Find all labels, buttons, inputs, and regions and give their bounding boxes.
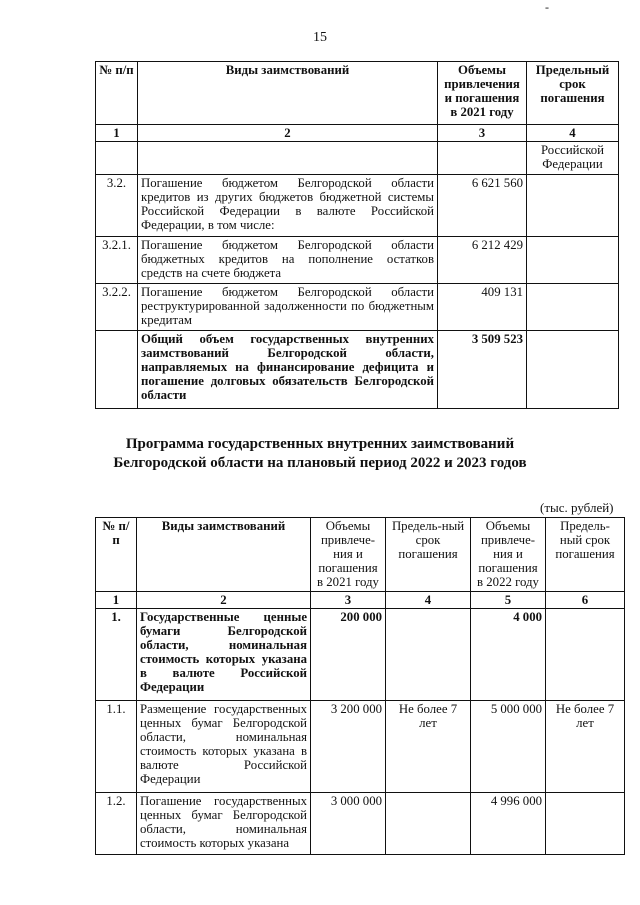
table-row (96, 142, 619, 175)
row-num: 3.2. (96, 175, 138, 237)
row-amount-2022: 4 000 (471, 609, 546, 701)
table-row (96, 175, 619, 237)
table-numbering-row (96, 125, 619, 142)
row-amount (438, 142, 527, 175)
row-term: Российской Федерации (527, 142, 619, 175)
col-header-num: № п/п (96, 62, 138, 125)
col-number: 6 (546, 592, 625, 609)
row-num: 3.2.1. (96, 237, 138, 284)
row-term (527, 237, 619, 284)
col-header-volume: Объемы привлечения и погашения в 2021 году (438, 62, 527, 125)
row-term-1 (386, 793, 471, 855)
col-header-term: Предельный срок погашения (527, 62, 619, 125)
corner-mark: - (545, 0, 549, 14)
row-name: Погашение бюджетом Белгородской области реструктурированной задолженности по бюджетным кредитам (138, 284, 438, 331)
row-name (138, 142, 438, 175)
col-header-num: № п/п (96, 518, 137, 592)
row-amount-2021: 3 200 000 (311, 701, 386, 793)
row-term (527, 284, 619, 331)
col-number: 5 (471, 592, 546, 609)
col-header-type: Виды заимствований (137, 518, 311, 592)
row-term (527, 175, 619, 237)
row-num: 3.2.2. (96, 284, 138, 331)
borrowings-table-plan (95, 517, 625, 855)
table-row (96, 284, 619, 331)
row-name: Погашение государственных ценных бумаг Белгородской области, номинальная стоимость которых указана (137, 793, 311, 855)
borrowings-table-2021 (95, 61, 619, 409)
row-name: Размещение государственных ценных бумаг Белгородской области, номинальная стоимость которых указана в валюте Российской Федерации (137, 701, 311, 793)
row-num: 1.2. (96, 793, 137, 855)
row-num (96, 331, 138, 409)
row-amount: 6 621 560 (438, 175, 527, 237)
row-term (527, 331, 619, 409)
col-number: 2 (138, 125, 438, 142)
row-term-1: Не более 7 лет (386, 701, 471, 793)
col-header-type: Виды заимствований (138, 62, 438, 125)
table-numbering-row (96, 592, 625, 609)
table-total-row (96, 331, 619, 409)
row-name: Общий объем государственных внутренних заимствований Белгородской области, направляемых на финансирование дефицита и погашение долговых обязательств Белгородской области (138, 331, 438, 409)
table-row (96, 701, 625, 793)
table-row (96, 793, 625, 855)
col-number: 4 (527, 125, 619, 142)
col-number: 3 (311, 592, 386, 609)
row-num: 1.1. (96, 701, 137, 793)
col-header-term-1: Предель-ный срок погашения (386, 518, 471, 592)
row-name: Погашение бюджетом Белгородской области бюджетных кредитов на пополнение остатков средств на счете бюджета (138, 237, 438, 284)
col-header-term-2: Предель-ный срок погашения (546, 518, 625, 592)
row-name: Погашение бюджетом Белгородской области кредитов из других бюджетов бюджетной системы Российской Федерации в валюте Российской Федерации, в том числе: (138, 175, 438, 237)
row-term-2 (546, 793, 625, 855)
table-row (96, 237, 619, 284)
col-header-volume-2021: Объемы привлече-ния и погашения в 2021 году (311, 518, 386, 592)
col-header-volume-2022: Объемы привлече-ния и погашения в 2022 году (471, 518, 546, 592)
row-term-1 (386, 609, 471, 701)
col-number: 1 (96, 592, 137, 609)
row-amount-2022: 4 996 000 (471, 793, 546, 855)
row-amount: 3 509 523 (438, 331, 527, 409)
table-header-row (96, 518, 625, 592)
row-amount-2022: 5 000 000 (471, 701, 546, 793)
page-number: 15 (313, 30, 327, 45)
row-name: Государственные ценные бумаги Белгородской области, номинальная стоимость которых указана в валюте Российской Федерации (137, 609, 311, 701)
row-amount-2021: 200 000 (311, 609, 386, 701)
row-num (96, 142, 138, 175)
row-num: 1. (96, 609, 137, 701)
col-number: 1 (96, 125, 138, 142)
row-amount: 6 212 429 (438, 237, 527, 284)
table-header-row (96, 62, 619, 125)
col-number: 3 (438, 125, 527, 142)
row-term-2: Не более 7 лет (546, 701, 625, 793)
section-title-line2: Белгородской области на плановый период 2022 и 2023 годов (113, 455, 527, 471)
row-term-2 (546, 609, 625, 701)
col-number: 4 (386, 592, 471, 609)
section-title-line1: Программа государственных внутренних заимствований (125, 436, 515, 452)
row-amount: 409 131 (438, 284, 527, 331)
table-row (96, 609, 625, 701)
col-number: 2 (137, 592, 311, 609)
units-note: (тыс. рублей) (540, 500, 614, 515)
row-amount-2021: 3 000 000 (311, 793, 386, 855)
